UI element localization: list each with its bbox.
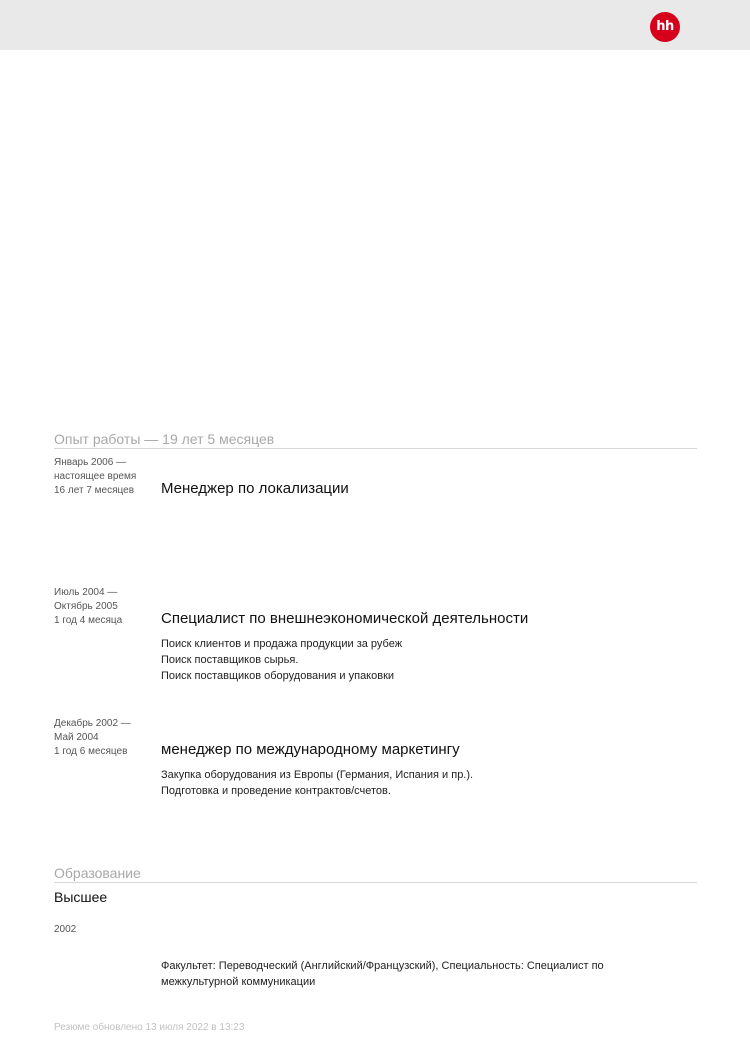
- education-year: 2002: [54, 924, 77, 935]
- job-duties: [161, 636, 681, 684]
- resume-updated-note: Резюме обновлено 13 июля 2022 в 13:23: [54, 1022, 245, 1033]
- job-position: менеджер по международному маркетингу: [161, 741, 460, 758]
- duty-item: Поиск поставщиков оборудования и упаковки: [161, 670, 395, 682]
- experience-section-title: Опыт работы — 19 лет 5 месяцев: [54, 431, 697, 449]
- period-start: Декабрь 2002 —: [54, 718, 131, 729]
- duty-item: Подготовка и проведение контрактов/счетов.: [161, 785, 391, 797]
- job-period: [54, 586, 154, 628]
- period-end: Май 2004: [54, 732, 99, 743]
- top-bar: [0, 0, 750, 50]
- education-level: Высшее: [54, 889, 108, 905]
- job-position: Менеджер по локализации: [161, 480, 349, 497]
- period-start: Январь 2006 —: [54, 457, 127, 468]
- period-duration: 1 год 4 месяца: [54, 615, 123, 626]
- job-position: Специалист по внешнеэкономической деятельности: [161, 610, 529, 627]
- job-duties: [161, 767, 681, 799]
- education-description: Факультет: Переводческий (Английский/Французский), Специальность: Специалист по межкультурной коммуникации: [161, 960, 604, 988]
- duty-item: Закупка оборудования из Европы (Германия, Испания и пр.).: [161, 769, 474, 781]
- period-duration: 1 год 6 месяцев: [54, 746, 128, 757]
- duty-item: Поиск клиентов и продажа продукции за рубеж: [161, 638, 403, 650]
- period-duration: 16 лет 7 месяцев: [54, 485, 135, 496]
- period-end: настоящее время: [54, 471, 137, 482]
- job-period: [54, 717, 154, 759]
- hh-logo-icon[interactable]: hh: [650, 12, 680, 42]
- period-end: Октябрь 2005: [54, 601, 118, 612]
- education-section-title: Образование: [54, 865, 697, 883]
- duty-item: Поиск поставщиков сырья.: [161, 654, 299, 666]
- job-period: [54, 456, 154, 498]
- period-start: Июль 2004 —: [54, 587, 118, 598]
